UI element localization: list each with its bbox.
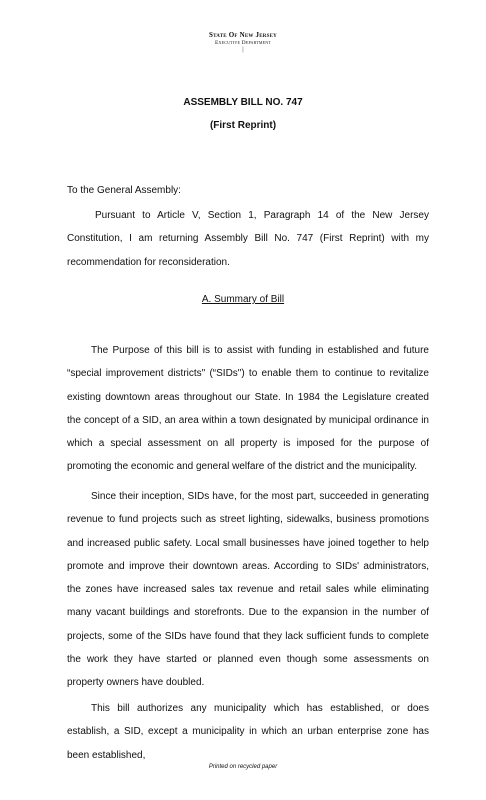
bill-reprint: (First Reprint) [209, 120, 277, 131]
paragraph-inception: Since their inception, SIDs have, for the most part, succeeded in generating revenue to fund projects such as street lighting, sidewalks, business promotions and increased public safety. Local small businesses have joined together to help promote and improve their downtown areas. According to SIDs' administrators, the zones have increased sales tax revenue and retail sales while eliminating many vacant buildings and storefronts. Due to the expansion in the number of projects, some of the SIDs have found that they lack sufficient funds to complete the work they have started or planned even though some assessments on property owners have doubled. [67, 491, 429, 689]
section-heading: A. Summary of Bill [201, 294, 285, 305]
header-department: Executive Department [214, 40, 272, 46]
header-mark: | [242, 47, 244, 53]
intro-paragraph: Pursuant to Article V, Section 1, Paragraph 14 of the New Jersey Constitution, I am returning Assembly Bill No. 747 (First Reprint) with my recommendation for reconsideration. [67, 210, 429, 268]
paragraph-authorizes: This bill authorizes any municipality which has established, or does establish, a SID, except a municipality in which an urban enterprise zone has been established, [67, 703, 429, 761]
salutation: To the General Assembly: [67, 185, 181, 196]
footer-recycled: Printed on recycled paper [208, 764, 278, 770]
header-state: State Of New Jersey [209, 31, 277, 39]
bill-title: ASSEMBLY BILL NO. 747 [183, 97, 303, 108]
paragraph-purpose: The Purpose of this bill is to assist with funding in established and future “special improvement districts" (“SIDs") to enable them to continue to revitalize existing downtown areas throughout our State. In 1984 the Legislature created the concept of a SID, an area within a town designated by municipal ordinance in which a special assessment on all property is imposed for the purpose of promoting the economic and general welfare of the district and the municipality. [67, 345, 429, 473]
